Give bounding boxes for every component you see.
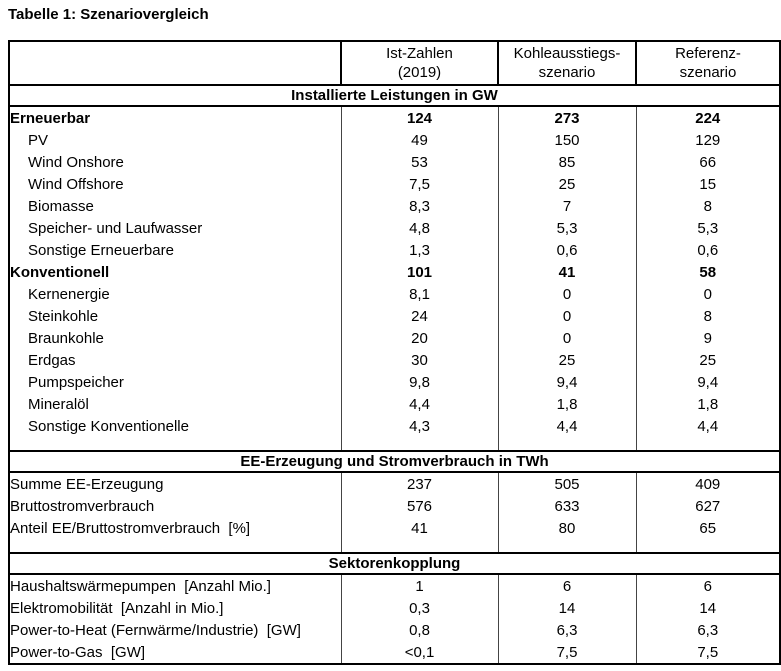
row-value: 49 [341, 129, 498, 151]
row-value: 1,3 [341, 239, 498, 261]
row-value: 633 [498, 495, 636, 517]
column-header-line: Ist-Zahlen [386, 45, 453, 62]
column-header-referenzszenario [636, 41, 780, 85]
table-row [9, 305, 780, 327]
row-label: Bruttostromverbrauch [10, 497, 155, 515]
row-value: 0 [498, 305, 636, 327]
spacer-cell [498, 437, 636, 451]
row-value: 7,5 [341, 173, 498, 195]
row-label: Sonstige Konventionelle [28, 417, 189, 435]
row-value: 224 [636, 106, 780, 129]
section-header: Installierte Leistungen in GW [9, 85, 780, 106]
row-value: 0 [498, 327, 636, 349]
table-row [9, 195, 780, 217]
table-row [9, 574, 780, 597]
column-header-line: szenario [538, 64, 596, 81]
table-row [9, 283, 780, 305]
row-value: 273 [498, 106, 636, 129]
row-label: PV [28, 131, 49, 149]
spacer-cell [636, 437, 780, 451]
table-row [9, 239, 780, 261]
row-value: 58 [636, 261, 780, 283]
table-header [9, 41, 780, 85]
row-value: 85 [498, 151, 636, 173]
row-value: 101 [341, 261, 498, 283]
row-value: 8,3 [341, 195, 498, 217]
table-row [9, 641, 780, 664]
row-value: 576 [341, 495, 498, 517]
row-value: 66 [636, 151, 780, 173]
row-value: 409 [636, 472, 780, 495]
table-row [9, 371, 780, 393]
table-row [9, 217, 780, 239]
row-label: Summe EE-Erzeugung [10, 475, 164, 493]
row-label: Mineralöl [28, 395, 89, 413]
row-label: Haushaltswärmepumpen [Anzahl Mio.] [10, 577, 271, 595]
row-label: Konventionell [10, 263, 110, 281]
column-header-line: Referenz- [675, 45, 741, 62]
row-value: 5,3 [636, 217, 780, 239]
row-label: Biomasse [28, 197, 94, 215]
table-row [9, 151, 780, 173]
spacer-cell [341, 437, 498, 451]
row-label: Power-to-Gas [GW] [10, 643, 146, 661]
row-value: 4,4 [636, 415, 780, 437]
column-header-kohleausstiegsszenario [498, 41, 636, 85]
row-value: 9,4 [636, 371, 780, 393]
row-value: 6 [636, 574, 780, 597]
row-value: 14 [636, 597, 780, 619]
row-value: 1,8 [636, 393, 780, 415]
column-header-ist-zahlen [341, 41, 498, 85]
column-header-line: (2019) [397, 64, 442, 81]
row-value: 0 [636, 283, 780, 305]
row-value: 24 [341, 305, 498, 327]
row-value: 9 [636, 327, 780, 349]
column-header-line: szenario [679, 64, 737, 81]
table-row [9, 106, 780, 129]
row-value: 0,8 [341, 619, 498, 641]
spacer-cell [636, 539, 780, 553]
row-value: 4,4 [498, 415, 636, 437]
row-value: 8 [636, 195, 780, 217]
table-row [9, 129, 780, 151]
spacer-cell [9, 539, 341, 553]
row-value: 41 [498, 261, 636, 283]
section-header: Sektorenkopplung [9, 553, 780, 574]
table-row [9, 495, 780, 517]
row-label: Erdgas [28, 351, 76, 369]
row-value: 0,6 [636, 239, 780, 261]
section-header: EE-Erzeugung und Stromverbrauch in TWh [9, 451, 780, 472]
spacer-cell [341, 539, 498, 553]
row-value: 25 [498, 173, 636, 195]
table-row [9, 393, 780, 415]
table-row [9, 349, 780, 371]
row-value: 0,3 [341, 597, 498, 619]
row-value: 0 [498, 283, 636, 305]
row-value: <0,1 [341, 641, 498, 664]
row-value: 41 [341, 517, 498, 539]
column-header-line: Kohleausstiegs- [513, 45, 621, 62]
row-value: 4,3 [341, 415, 498, 437]
row-label: Wind Offshore [28, 175, 124, 193]
row-value: 15 [636, 173, 780, 195]
row-value: 6,3 [498, 619, 636, 641]
table-row [9, 619, 780, 641]
row-value: 8,1 [341, 283, 498, 305]
row-label: Kernenergie [28, 285, 110, 303]
table-row [9, 472, 780, 495]
row-label: Power-to-Heat (Fernwärme/Industrie) [GW] [10, 621, 301, 639]
row-value: 7,5 [498, 641, 636, 664]
table-row [9, 415, 780, 437]
row-label: Braunkohle [28, 329, 104, 347]
row-value: 129 [636, 129, 780, 151]
table-row [9, 597, 780, 619]
row-value: 4,4 [341, 393, 498, 415]
row-value: 5,3 [498, 217, 636, 239]
spacer-cell [9, 437, 341, 451]
row-value: 25 [498, 349, 636, 371]
row-value: 9,8 [341, 371, 498, 393]
row-value: 6 [498, 574, 636, 597]
spacer-cell [498, 539, 636, 553]
row-value: 30 [341, 349, 498, 371]
table-caption: Tabelle 1: Szenariovergleich [8, 6, 209, 23]
table-row [9, 517, 780, 539]
row-value: 65 [636, 517, 780, 539]
row-value: 8 [636, 305, 780, 327]
row-value: 6,3 [636, 619, 780, 641]
row-label: Sonstige Erneuerbare [28, 241, 174, 259]
scenario-comparison-table [8, 40, 781, 665]
section-header-row [9, 553, 780, 574]
spacer-row [9, 437, 780, 451]
row-value: 1 [341, 574, 498, 597]
row-value: 53 [341, 151, 498, 173]
row-label: Pumpspeicher [28, 373, 124, 391]
table-row [9, 173, 780, 195]
row-value: 20 [341, 327, 498, 349]
spacer-row [9, 539, 780, 553]
row-value: 4,8 [341, 217, 498, 239]
row-label: Speicher- und Laufwasser [28, 219, 203, 237]
row-value: 14 [498, 597, 636, 619]
row-value: 505 [498, 472, 636, 495]
row-value: 9,4 [498, 371, 636, 393]
section-header-row [9, 85, 780, 106]
row-value: 237 [341, 472, 498, 495]
section-header-row [9, 451, 780, 472]
row-label: Erneuerbar [10, 109, 91, 127]
table-body [9, 85, 780, 664]
row-value: 25 [636, 349, 780, 371]
row-value: 80 [498, 517, 636, 539]
row-label: Wind Onshore [28, 153, 124, 171]
row-label: Steinkohle [28, 307, 99, 325]
row-value: 627 [636, 495, 780, 517]
column-header-row [9, 41, 780, 85]
table-row [9, 261, 780, 283]
row-value: 7 [498, 195, 636, 217]
row-value: 124 [341, 106, 498, 129]
row-value: 150 [498, 129, 636, 151]
corner-cell [9, 41, 341, 85]
table-row [9, 327, 780, 349]
row-label: Anteil EE/Bruttostromverbrauch [%] [10, 519, 251, 537]
row-label: Elektromobilität [Anzahl in Mio.] [10, 599, 224, 617]
row-value: 0,6 [498, 239, 636, 261]
row-value: 1,8 [498, 393, 636, 415]
row-value: 7,5 [636, 641, 780, 664]
